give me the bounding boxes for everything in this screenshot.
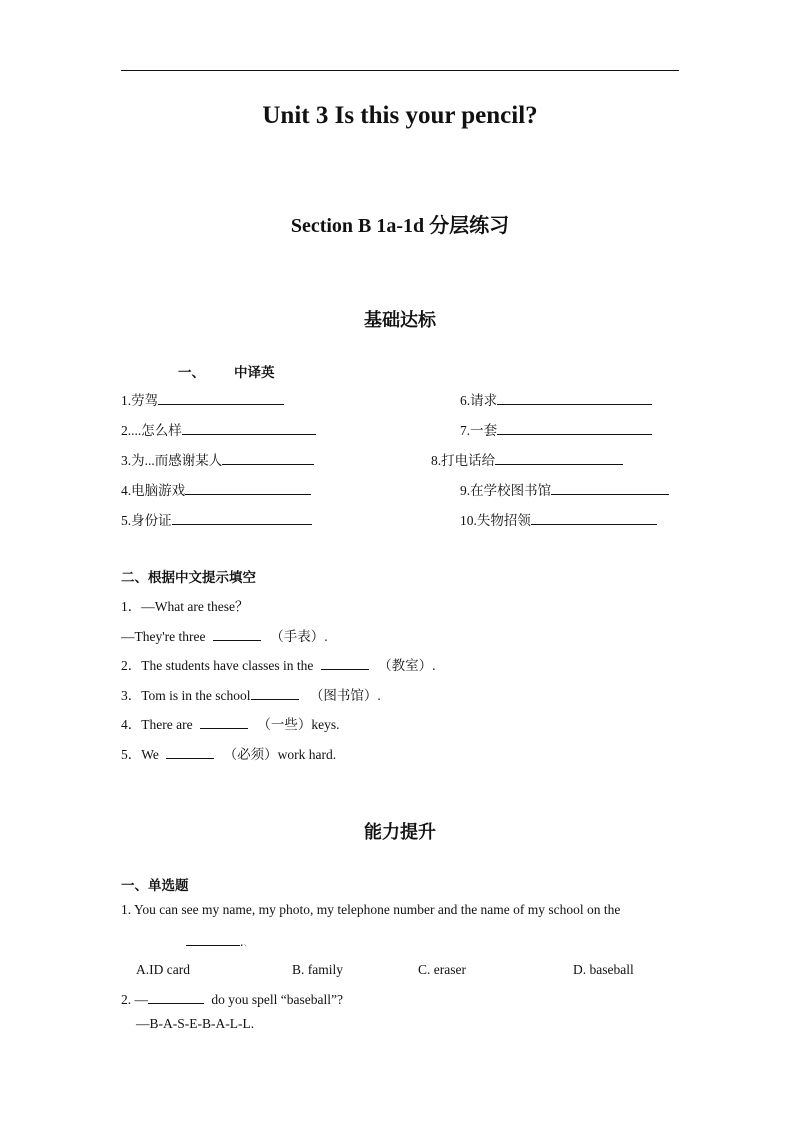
top-rule (121, 70, 679, 71)
answer-blank[interactable] (495, 451, 623, 465)
answer-blank[interactable] (213, 627, 261, 641)
answer-blank[interactable] (321, 656, 369, 670)
translate-item-1 (121, 389, 284, 409)
part3-heading: 一、单选题 (121, 878, 189, 894)
part2-heading: 二、根据中文提示填空 (121, 570, 256, 586)
answer-blank[interactable] (158, 391, 284, 405)
page-title: Unit 3 Is this your pencil? (262, 102, 538, 129)
item-label: 9.在学校图书馆 (460, 483, 552, 498)
fill-question-1b (121, 625, 328, 645)
answer-blank[interactable] (551, 481, 669, 495)
mc-question-1-blank: .、 (186, 932, 253, 950)
question-text: do you spell “baseball”? (211, 992, 343, 1007)
option-c[interactable]: C. eraser (418, 962, 466, 977)
fill-question-5 (121, 743, 336, 763)
question-text: 5．We (121, 747, 159, 762)
translate-item-8 (431, 449, 623, 469)
answer-blank[interactable] (182, 421, 316, 435)
answer-blank[interactable] (222, 451, 314, 465)
answer-blank[interactable] (166, 745, 214, 759)
translate-item-2 (121, 419, 316, 439)
item-label: 10.失物招领 (460, 513, 531, 528)
item-label: 4.电脑游戏 (121, 483, 186, 498)
advanced-level-heading: 能力提升 (364, 822, 436, 843)
question-text: 3．Tom is in the school (121, 688, 251, 703)
question-text: 4．There are (121, 717, 193, 732)
mc-question-2 (121, 990, 343, 1008)
answer-blank[interactable] (251, 686, 299, 700)
question-text: —They're three (121, 629, 206, 644)
translate-item-7 (460, 419, 652, 439)
basic-level-heading: 基础达标 (364, 310, 436, 331)
item-label: 7.一套 (460, 423, 498, 438)
translate-item-6 (460, 389, 652, 409)
fill-question-3 (121, 684, 381, 704)
section-subtitle: Section B 1a-1d 分层练习 (290, 215, 510, 237)
answer-blank[interactable] (497, 391, 652, 405)
translate-item-5 (121, 509, 312, 529)
answer-blank[interactable] (497, 421, 652, 435)
item-label: 5.身份证 (121, 513, 172, 528)
hint-text: （教室）. (378, 658, 436, 673)
option-b[interactable]: B. family (292, 962, 343, 977)
option-d[interactable]: D. baseball (573, 962, 634, 977)
translate-item-3 (121, 449, 314, 469)
item-label: 8.打电话给 (431, 453, 496, 468)
answer-blank[interactable] (531, 511, 657, 525)
fill-question-2 (121, 654, 435, 674)
item-label: 3.为...而感谢某人 (121, 453, 223, 468)
option-a[interactable]: A.ID card (136, 962, 190, 977)
part1-number: 一、 (178, 365, 205, 381)
fill-question-4 (121, 713, 339, 733)
hint-text: （必须）work hard. (223, 747, 337, 762)
translate-item-4 (121, 479, 311, 499)
fill-question-1a: 1．—What are these？ (121, 599, 249, 614)
part1-heading: 中译英 (234, 365, 275, 381)
question-text: 2．The students have classes in the (121, 658, 314, 673)
translate-item-9 (460, 479, 669, 499)
mc-question-1: 1. You can see my name, my photo, my telephone number and the name of my school on the (121, 902, 621, 917)
item-label: 2....怎么样 (121, 423, 182, 438)
translate-item-10 (460, 509, 657, 529)
item-label: 1.劳驾 (121, 393, 159, 408)
hint-text: （图书馆）. (309, 688, 381, 703)
answer-blank[interactable] (172, 511, 312, 525)
item-label: 6.请求 (460, 393, 498, 408)
answer-blank[interactable] (185, 481, 311, 495)
answer-blank[interactable] (200, 715, 248, 729)
answer-blank[interactable] (186, 932, 240, 946)
mc-question-2-answer: —B-A-S-E-B-A-L-L. (136, 1016, 255, 1031)
answer-blank[interactable] (148, 990, 204, 1004)
question-end: . (240, 934, 244, 949)
hint-text: （一些）keys. (257, 717, 340, 732)
question-text: 2. — (121, 992, 148, 1007)
hint-text: （手表）. (270, 629, 328, 644)
